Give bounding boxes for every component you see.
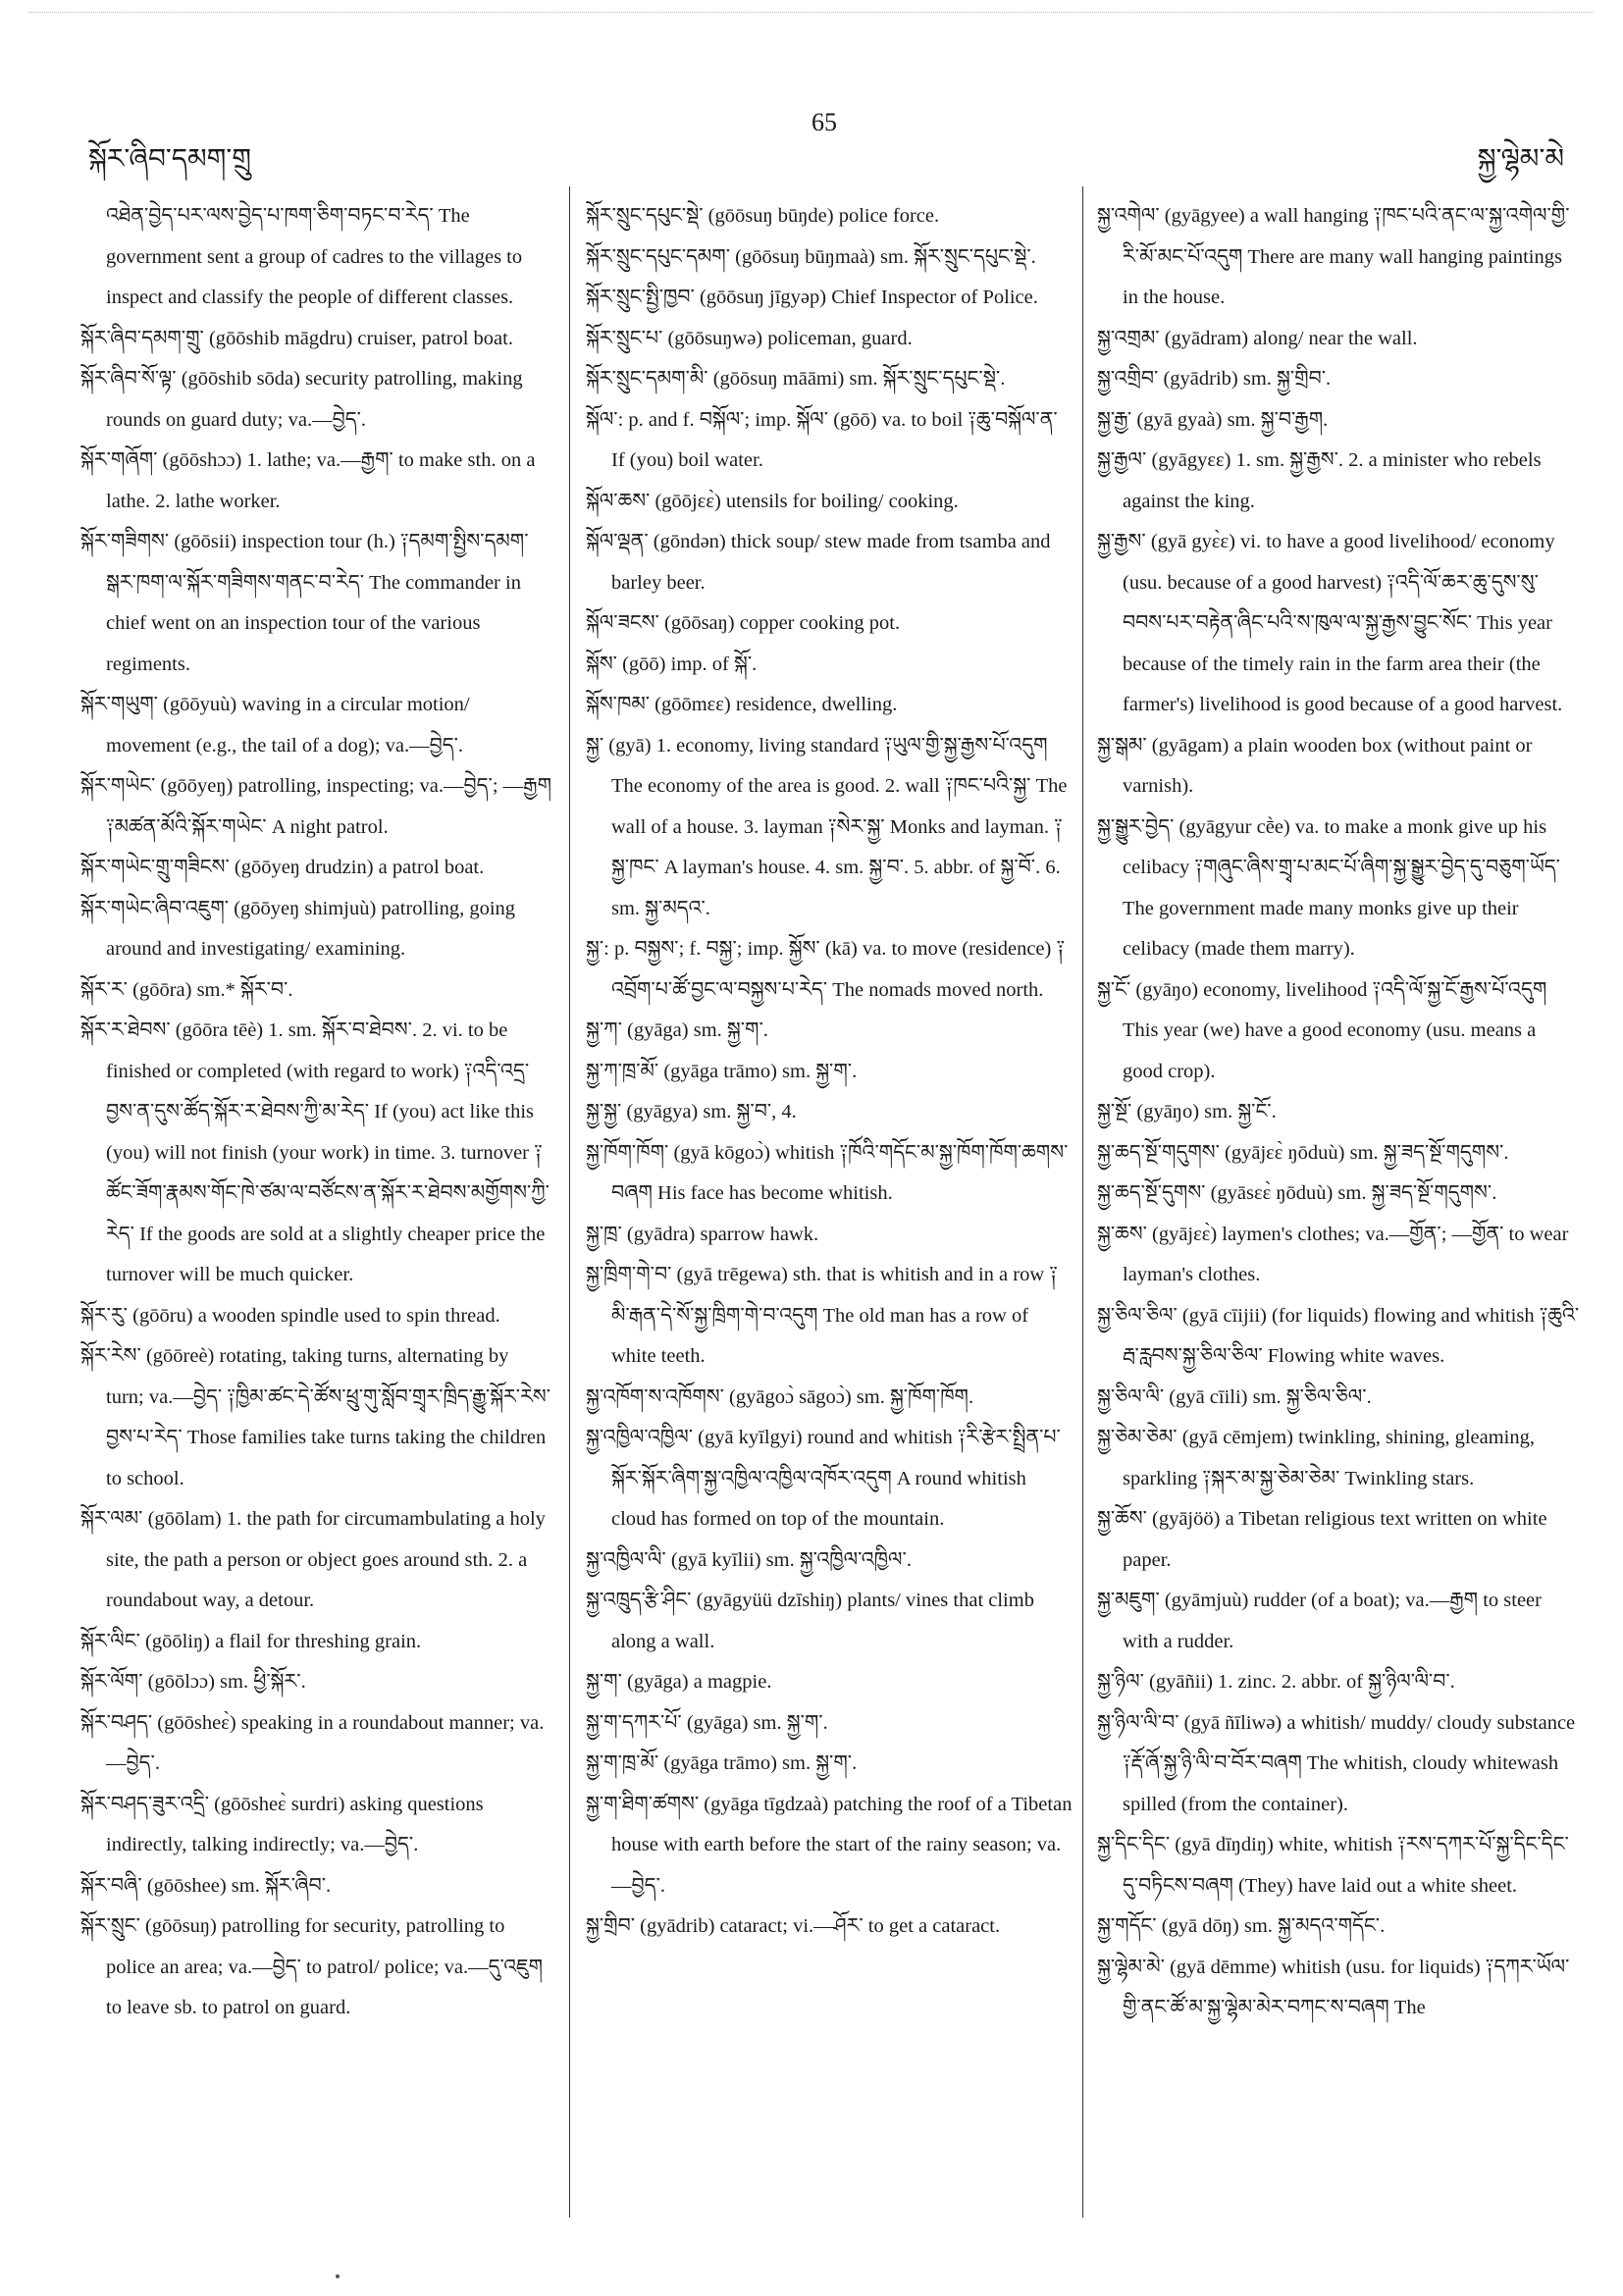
dictionary-entry: སྐྱ་ཆད་སྔོ་དུགས་ (gyāsɛɛ̀ ŋōduù) sm. སྐྱ་ཟད་སྔོ་གདུགས་.	[1097, 1182, 1497, 1204]
column-2	[586, 196, 1073, 2218]
dictionary-entry: སྐོས་ཁམ་ (gōōmɛɛ) residence, dwelling.	[586, 694, 898, 715]
dictionary-entry: སྐྱ་ཀ་ (gyāga) sm. སྐྱ་ག་.	[586, 1019, 768, 1041]
dictionary-entry: སྐྱ་ཉིལ་ (gyāñii) 1. zinc. 2. abbr. of སྐྱ་ཉིལ་ལི་བ་.	[1097, 1671, 1455, 1693]
dictionary-entry: སྐྱ་: p. བསྐྱས་; f. བསྐྱ་; imp. སྐྱོས་ (kā) va. to move (residence) ༑འབྲོག་པ་ཚོ་བྱང་ལ་བསྐྱས་པ་རེད་ The nomads moved north.	[586, 938, 1066, 1001]
dictionary-entry: སྐོར་གཡེང་ (gōōyeŋ) patrolling, inspecting; va.—བྱེད་; —རྒྱག ༑མཚན་མོའི་སྐོར་གཡེང་ A night patrol.	[80, 775, 551, 838]
page-number: 65	[812, 108, 837, 136]
dictionary-entry: སྐོར་བཞི་ (gōōshee) sm. སྐོར་ཞིབ་.	[80, 1874, 332, 1897]
dictionary-entry: སྐྱ་སྔོ་ (gyāŋo) sm. སྐྱ་ངོ་.	[1097, 1101, 1277, 1122]
dictionary-entry: སྐོལ་ལྡན་ (gōndən) thick soup/ stew made from tsamba and barley beer.	[586, 531, 1051, 594]
dictionary-entry: སྐྱ་ཅིལ་ལི་ (gyā cīili) sm. སྐྱ་ཅིལ་ཅིལ་.	[1097, 1385, 1372, 1408]
dictionary-entry: སྐོར་གཡུག་ (gōōyuù) waving in a circular motion/ movement (e.g., the tail of a dog); va.—བྱེད་.	[80, 694, 470, 757]
dictionary-entry: སྐྱ་ག་ཐིག་ཚགས་ (gyāga tīgdzaà) patching the roof of a Tibetan house with earth before the start of the rainy season; va.—བྱེད་.	[586, 1793, 1073, 1897]
dictionary-entry: སྐྱ་ཁྲ་ (gyādra) sparrow hawk.	[586, 1223, 819, 1245]
dictionary-entry: སྐྱ་སྒམ་ (gyāgam) a plain wooden box (without paint or varnish).	[1097, 734, 1533, 797]
dictionary-entry: སྐོར་སྲུང་པ་ (gōōsuŋwə) policeman, guard.	[586, 327, 913, 349]
dictionary-entry: སྐོར་སྲུང་དམག་མི་ (gōōsuŋ māāmi) sm. སྐོར་སྲུང་དཔུང་སྡེ་.	[586, 368, 1006, 390]
dictionary-entry: སྐོར་རེས་ (gōōreè) rotating, taking turns, alternating by turn; va.—བྱེད་ ༑ཁྱིམ་ཚང་དེ་ཚོས་ཕྲུ་གུ་སློབ་གྲྭར་ཁྲིད་རྒྱུ་སྐོར་རེས་བྱས་པ་རེད་ Those families take turns taking the children to school.	[80, 1345, 551, 1489]
scan-mark	[336, 2274, 340, 2278]
dictionary-entry: སྐྱ་རྒྱ་ (gyā gyaà) sm. སྐྱ་བ་རྒྱག.	[1097, 408, 1329, 431]
dictionary-entry: སྐྱ་སྐྱ་ (gyāgya) sm. སྐྱ་བ་, 4.	[586, 1101, 797, 1122]
dictionary-entry: སྐྱ་འགེལ་ (gyāgyee) a wall hanging ༑ཁང་པའི་ནང་ལ་སྐྱ་འགེལ་གྱི་རི་མོ་མང་པོ་འདུག There are many wall hanging paintings in the house.	[1097, 205, 1570, 308]
dictionary-entry: སྐོར་ལིང་ (gōōliŋ) a flail for threshing grain.	[80, 1630, 422, 1652]
dictionary-entry: སྐྱ་ག་དཀར་པོ་ (gyāga) sm. སྐྱ་ག་.	[586, 1711, 828, 1734]
entry-continuation: འཐེན་བྱེད་པར་ལས་བྱེད་པ་ཁག་ཅིག་བཏང་བ་རེད་ The government sent a group of cadres to the villages to inspect and classify the people of different classes.	[106, 205, 523, 308]
dictionary-entry: སྐོར་སྲུང་དཔུང་སྡེ་ (gōōsuŋ būŋde) police force.	[586, 205, 940, 227]
dictionary-entry: སྐོར་རུ་ (gōōru) a wooden spindle used to spin thread.	[80, 1304, 500, 1327]
dictionary-entry: སྐྱ་ངོ་ (gyāŋo) economy, livelihood ༑འདི་ལོ་སྐྱ་ངོ་རྒྱས་པོ་འདུག This year (we) have a good economy (usu. means a good crop).	[1097, 978, 1547, 1082]
dictionary-entry: སྐྱ་འགྲིབ་ (gyādrib) sm. སྐྱ་གྲིབ་.	[1097, 368, 1332, 390]
dictionary-entry: སྐྱ་འཁྱིལ་འཁྱིལ་ (gyā kyīlgyi) round and whitish ༑རི་རྩེར་སྤྲིན་པ་སྐོར་སྐོར་ཞིག་སྐྱ་འཁྱིལ་འཁྱིལ་འཁོར་འདུག A round whitish cloud has formed on top of the mountain.	[586, 1427, 1061, 1530]
dictionary-entry: སྐྱ་ཆས་ (gyājɛɛ̀) laymen's clothes; va.—གྱོན་; —གྱོན་ to wear layman's clothes.	[1097, 1223, 1569, 1285]
dictionary-entry: སྐྱ་འཁྱིལ་ལི་ (gyā kyīlii) sm. སྐྱ་འཁྱིལ་འཁྱིལ་.	[586, 1548, 912, 1571]
column-1	[80, 196, 551, 2218]
dictionary-entry: སྐྱ་དིང་དིང་ (gyā dīŋdiŋ) white, whitish ༑རས་དཀར་པོ་སྐྱ་དིང་དིང་དུ་བཏིངས་བཞག (They) have laid out a white sheet.	[1097, 1834, 1569, 1897]
dictionary-entry: སྐྱ་ (gyā) 1. economy, living standard ༑ཡུལ་གྱི་སྐྱ་རྒྱས་པོ་འདུག The economy of the area is good. 2. wall ༑ཁང་པའི་སྐྱ་ The wall of a house. 3. layman ༑སེར་སྐྱ་ Monks and layman. ༑སྐྱ་ཁང་ A layman's house. 4. sm. སྐྱ་བ་. 5. abbr. of སྐྱ་བོ་. 6. sm. སྐྱ་མདའ་.	[586, 734, 1068, 919]
column-divider	[1082, 186, 1083, 2218]
dictionary-entry: སྐྱ་ཁྲིག་གེ་བ་ (gyā trēgewa) sth. that is whitish and in a row ༑མི་རྒན་དེ་སོ་སྐྱ་ཁྲིག་གེ་བ་འདུག The old man has a row of white teeth.	[586, 1264, 1058, 1367]
dictionary-entry: སྐྱ་ལྷེམ་མེ་ (gyā dēmme) whitish (usu. for liquids) ༑དཀར་ཡོལ་གྱི་ནང་ཚོ་མ་སྐྱ་ལྷེམ་མེར་བཀང་ས་བཞག The	[1097, 1956, 1570, 2018]
dictionary-entry: སྐོར་སྲུང་སྤྱི་ཁྱབ་ (gōōsuŋ jīgyəp) Chief Inspector of Police.	[586, 287, 1038, 308]
left-running-head: སྐོར་ཞིབ་དམག་གྲུ	[88, 144, 251, 175]
dictionary-entry: སྐྱ་འགྲམ་ (gyādram) along/ near the wall.	[1097, 327, 1418, 349]
dictionary-entry: སྐོར་ཞིབ་སོ་ལྟ་ (gōōshib sōda) security patrolling, making rounds on guard duty; va.—བྱེད་.	[80, 368, 523, 431]
dictionary-entry: སྐོར་གཞོག་ (gōōshɔɔ) 1. lathe; va.—རྒྱག་ to make sth. on a lathe. 2. lathe worker.	[80, 449, 536, 512]
dictionary-entry: སྐྱ་འཁོག་ས་འཁོགས་ (gyāgoɔ̀ sāgoɔ̀) sm. སྐྱ་ཁོག་ཁོག.	[586, 1385, 974, 1408]
dictionary-entry: སྐོལ་: p. and f. བསྐོལ་; imp. སྐོལ་ (gōō) va. to boil ༑ཆུ་བསྐོལ་ན་ If (you) boil water.	[586, 408, 1058, 471]
dictionary-entry: སྐྱ་ཆད་སྔོ་གདུགས་ (gyājɛɛ̀ ŋōduù) sm. སྐྱ་ཟད་སྔོ་གདུགས་.	[1097, 1141, 1509, 1164]
dictionary-entry: སྐྱ་ཉིལ་ལི་བ་ (gyā ñīliwə) a whitish/ muddy/ cloudy substance ༑རྡོ་ཞོ་སྐྱ་ཉི་ལི་བ་བོར་བཞག The whitish, cloudy whitewash spilled (from the container).	[1097, 1711, 1576, 1815]
dictionary-entry: སྐྱ་ག་ཁྲ་མོ་ (gyāga trāmo) sm. སྐྱ་ག་.	[586, 1752, 858, 1774]
dictionary-entry: སྐོར་ར་ཐེབས་ (gōōra tēè) 1. sm. སྐོར་བ་ཐེབས་. 2. vi. to be finished or completed (with regard to work) ༑འདི་འདྲ་བྱས་ན་དུས་ཚོད་སྐོར་ར་ཐེབས་ཀྱི་མ་རེད་ If (you) act like this (you) will not finish (your work) in time. 3. turnover ༑ཚོང་ཟོག་རྣམས་གོང་ཁེ་ཙམ་ལ་བཙོངས་ན་སྐོར་ར་ཐེབས་མགྱོགས་ཀྱི་རེད་ If the goods are sold at a slightly cheaper price the turnover will be much quicker.	[80, 1019, 550, 1285]
dictionary-entry: སྐོར་ཞིབ་དམག་གྲུ་ (gōōshib māgdru) cruiser, patrol boat.	[80, 327, 513, 349]
column-divider	[569, 186, 570, 2218]
dictionary-entry: སྐོར་ལོག་ (gōōlɔɔ) sm. ཕྱི་སྐོར་.	[80, 1671, 306, 1693]
dictionary-entry: སྐོལ་ཟངས་ (gōōsaŋ) copper cooking pot.	[586, 612, 901, 634]
dictionary-entry: སྐྱ་རྒྱས་ (gyā gyɛ̀ɛ) vi. to have a good livelihood/ economy (usu. because of a good harvest) ༑འདི་ལོ་ཆར་ཆུ་དུས་སུ་བབས་པར་བརྟེན་ཞིང་པའི་ས་ཁུལ་ལ་སྐྱ་རྒྱས་བྱུང་སོང་ This year because of the timely rain in the farm area their (the farmer's) livelihood is good because of a good harvest.	[1097, 531, 1563, 715]
dictionary-entry: སྐྱ་ཅེམ་ཅེམ་ (gyā cēmjem) twinkling, shining, gleaming, sparkling ༑སྐར་མ་སྐྱ་ཅེམ་ཅེམ་ Twinkling stars.	[1097, 1427, 1535, 1489]
dictionary-entry: སྐྱ་ཅིལ་ཅིལ་ (gyā cīijii) (for liquids) flowing and whitish ༑ཆུའི་རྦ་རླབས་སྐྱ་ཅིལ་ཅིལ་ Flowing white waves.	[1097, 1304, 1580, 1367]
dictionary-entry: སྐྱ་ཁོག་ཁོག་ (gyā kōgoɔ̀) whitish ༑ཁོའི་གདོང་མ་སྐྱ་ཁོག་ཁོག་ཆགས་བཞག His face has become whitish.	[586, 1141, 1069, 1204]
dictionary-entry: སྐོར་བཤད་ (gōōsheɛ̀) speaking in a roundabout manner; va.—བྱེད་.	[80, 1711, 545, 1774]
dictionary-entry: སྐོར་སྲུང་དཔུང་དམག་ (gōōsuŋ būŋmaà) sm. སྐོར་སྲུང་དཔུང་སྡེ་.	[586, 245, 1036, 268]
dictionary-entry: སྐོར་གཡེང་ཞིབ་འཇུག་ (gōōyeŋ shimjuù) patrolling, going around and investigating/ examining.	[80, 897, 516, 960]
dictionary-entry: སྐྱ་ག་ (gyāga) a magpie.	[586, 1671, 772, 1693]
dictionary-entry: སྐྱ་འཁྲུད་རྩི་ཤིང་ (gyāgyüü dzīshiŋ) plants/ vines that climb along a wall.	[586, 1590, 1034, 1652]
scan-edge	[29, 12, 1594, 15]
dictionary-entry: སྐྱ་ཆོས་ (gyājöö) a Tibetan religious text written on white paper.	[1097, 1508, 1547, 1571]
dictionary-entry: སྐྱ་སྒྱུར་བྱེད་ (gyāgyur cḕe) va. to make a monk give up his celibacy ༑གཞུང་ཞིས་གྲྭ་པ་མང་པོ་ཞིག་སྐྱ་སྒྱུར་བྱེད་དུ་བཅུག་ཡོད་ The government made many monks give up their celibacy (made them marry).	[1097, 815, 1560, 960]
page-header	[0, 108, 1623, 175]
column-3	[1097, 196, 1580, 2218]
dictionary-entry: སྐོལ་ཆས་ (gōōjɛɛ̀) utensils for boiling/ cooking.	[586, 490, 959, 512]
dictionary-entry: སྐོར་ལམ་ (gōōlam) 1. the path for circumambulating a holy site, the path a person or object goes around sth. 2. a roundabout way, a detour.	[80, 1508, 546, 1611]
dictionary-entry: སྐྱ་མཇུག་ (gyāmjuù) rudder (of a boat); va.—རྒྱག to steer with a rudder.	[1097, 1590, 1542, 1652]
dictionary-entry: སྐོས་ (gōō) imp. of སྐོ་.	[586, 652, 758, 675]
dictionary-entry: སྐོར་ར་ (gōōra) sm.* སྐོར་བ་.	[80, 978, 293, 1001]
dictionary-entry: སྐྱ་ཀ་ཁྲ་མོ་ (gyāga trāmo) sm. སྐྱ་ག་.	[586, 1060, 858, 1082]
dictionary-entry: སྐྱ་གདོང་ (gyā dōŋ) sm. སྐྱ་མདའ་གདོང་.	[1097, 1915, 1386, 1937]
dictionary-entry: སྐོར་སྲུང་ (gōōsuŋ) patrolling for security, patrolling to police an area; va.—བྱེད་ to patrol/ police; va.—དུ་འཇུག to leave sb. to patrol on guard.	[80, 1915, 544, 2018]
dictionary-entry: སྐྱ་རྒྱལ་ (gyāgyɛɛ) 1. sm. སྐྱ་རྒྱས་. 2. a minister who rebels against the king.	[1097, 449, 1542, 512]
dictionary-entry: སྐྱ་གྲིབ་ (gyādrib) cataract; vi.—ཤོར་ to get a cataract.	[586, 1915, 1001, 1937]
right-running-head: སྐྱ་ལྷེམ་མེ	[1477, 144, 1564, 175]
dictionary-entry: སྐོར་གཡེང་གྲུ་གཟིངས་ (gōōyeŋ drudzin) a patrol boat.	[80, 857, 485, 878]
dictionary-entry: སྐོར་བཤད་ཟུར་འདྲི་ (gōōsheɛ̀ surdri) asking questions indirectly, talking indirectly; va.—བྱེད་.	[80, 1793, 484, 1855]
dictionary-entry: སྐོར་གཟིགས་ (gōōsii) inspection tour (h.) ༑དམག་སྤྱིས་དམག་སྒར་ཁག་ལ་སྐོར་གཟིགས་གནང་བ་རེད་ The commander in chief went on an inspection tour of the various regiments.	[80, 531, 529, 675]
